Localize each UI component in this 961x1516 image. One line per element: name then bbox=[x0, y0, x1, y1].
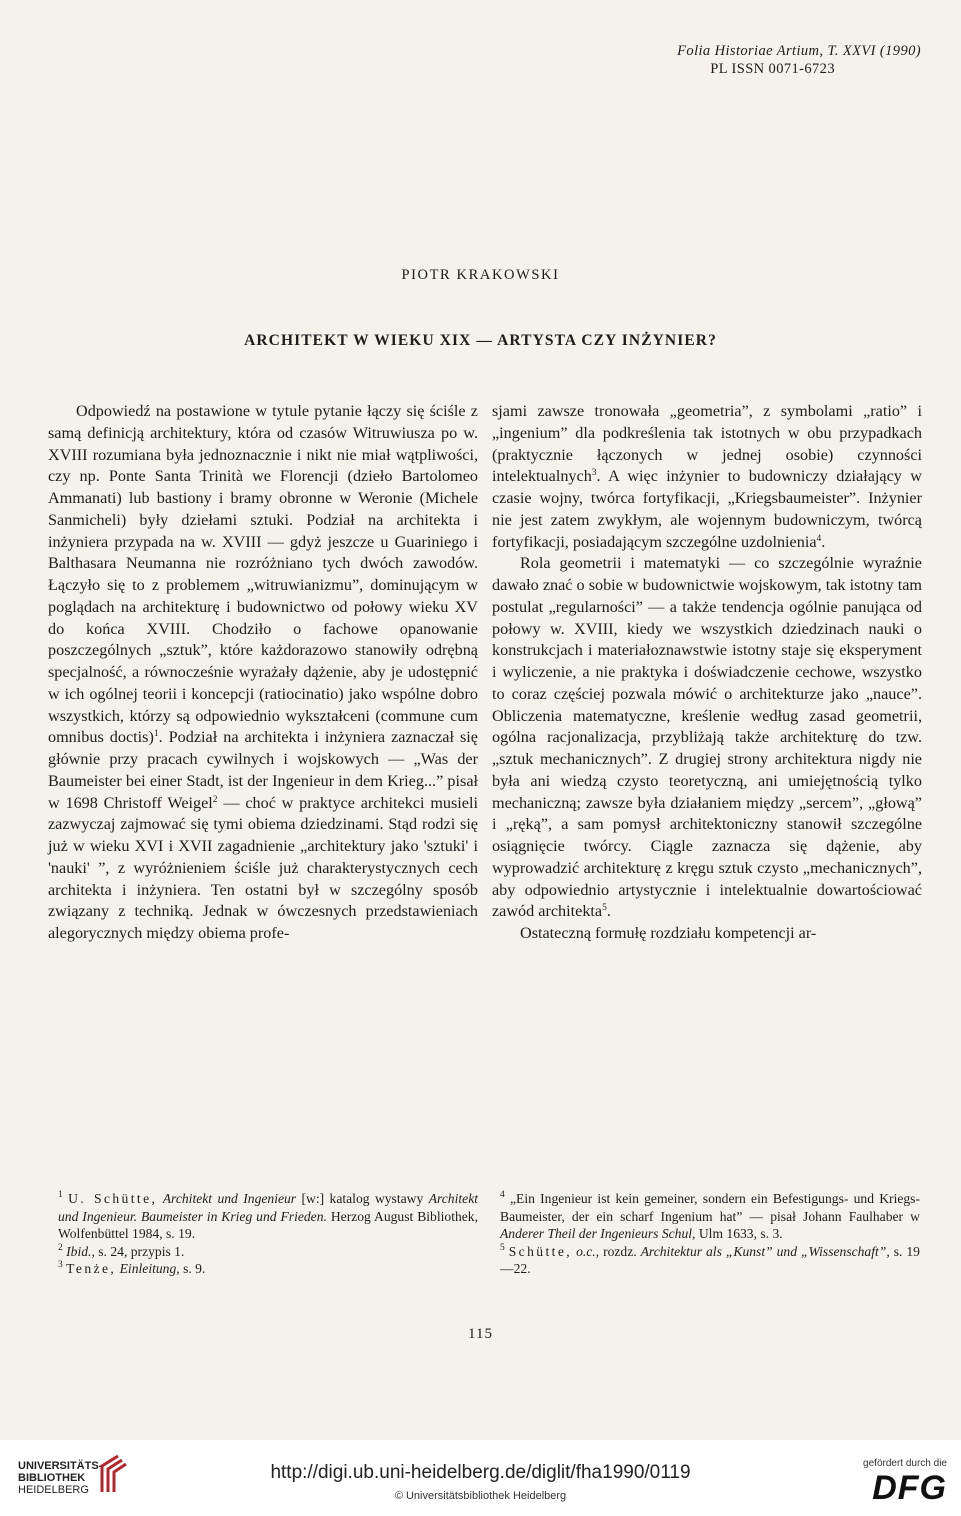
footnote-title: o.c., bbox=[576, 1243, 600, 1259]
footnote-author: U. Schütte, bbox=[68, 1191, 158, 1206]
text-run: . A więc inżynier to budowniczy działający w czasie wojny, twórca fortyfikacji, „Kriegsbaumeister”. Inżynier nie jest zatem zwykłym, ale wojennym budowniczym, twórcą fortyfikacji, posiadającym szczególne uzdolnienia bbox=[492, 467, 922, 551]
footnote-ref: 1 bbox=[153, 729, 159, 740]
page-number: 115 bbox=[468, 1326, 493, 1342]
text-run: . bbox=[821, 532, 826, 551]
footnote-text: rozdz. bbox=[603, 1243, 637, 1259]
text-run: Ostateczną formułę rozdziału kompetencji ar- bbox=[520, 924, 817, 942]
body-column-right bbox=[492, 401, 922, 945]
body-column-left bbox=[48, 401, 478, 945]
footnote-ref: 5 bbox=[602, 903, 607, 914]
footnote-title: Einleitung, bbox=[119, 1261, 180, 1277]
permalink-url[interactable]: http://digi.ub.uni-heidelberg.de/diglit/fha1990/0119 bbox=[270, 1462, 691, 1483]
paragraph bbox=[492, 401, 922, 553]
footnote-title: Architekt und Ingenieur bbox=[162, 1191, 297, 1206]
footnote-number: 3 bbox=[58, 1260, 63, 1271]
viewer-footer bbox=[0, 1440, 961, 1516]
text-run: sjami zawsze tronowała „geometria”, z symbolami „ratio” i „ingenium” dla podkreślenia tak istotnych w obu przypadkach (praktycznie łączonych w jednej osobie) czynności intelektualnych bbox=[492, 402, 922, 486]
text-run: . Podział na architekta i inżyniera zaznaczał się głównie przy pracach cywilnych i wojskowych — „Was der Baumeister bei einer Stadt, ist der Ingenieur in dem Krieg...” pisał w 1698 Christoff Weigel bbox=[48, 728, 478, 812]
footnote-ref: 4 bbox=[816, 533, 822, 544]
text-run: Rola geometrii i matematyki — co szczególnie wyraźnie dawało znać o sobie w budownictwie wojskowym, tak istotny tam postulat „regularności” — a także tendencja ogólnie panująca od połowy w. XVIII, kiedy we wszystkich dziedzinach nauki o konstrukcjach i materiałoznawstwie istotny staje się eksperyment i wyliczenie, a nie praktyka i doświadczenie cechowe, wszystko to coraz częściej pozwala mówić o architekturze jako „nauce”. Obliczenia matematyczne, kreślenie według zasad geometrii, ogólna racjonalizacja, przybliżają także architekturę do tzw. „sztuk mechanicznych”. Z drugiej strony architektura nigdy nie była ani wiedzą czysto teoretyczną, ani umiejętnością tylko mechaniczną; zawsze była działaniem między „sercem”, „głową” i „ręką”, a sam pomysł architektoniczny stanowił szczególne osiągnięcie twórcy. Ciągle zaznacza się dążenie, aby wyprowadzić architekturę z kręgu sztuk czysto „mechanicznych”, aby odpowiednio artystycznie i intelektualnie dowartościować zawód architekta bbox=[492, 554, 922, 921]
footnote-number: 1 bbox=[58, 1190, 63, 1200]
footnote-title: Anderer Theil der Ingenieurs Schul, bbox=[500, 1226, 696, 1242]
footnote-author: Schütte, bbox=[508, 1243, 573, 1259]
footnote-number: 4 bbox=[500, 1190, 505, 1200]
footnote-title: Ibid., bbox=[66, 1243, 95, 1259]
footnote bbox=[58, 1243, 478, 1261]
journal-issn: PL ISSN 0071-6723 bbox=[710, 61, 835, 77]
paragraph bbox=[492, 923, 922, 945]
footnote-title: Architektur als „Kunst” und „Wissenschaft”, bbox=[640, 1243, 890, 1259]
footnote bbox=[58, 1260, 478, 1278]
footnote-ref: 3 bbox=[591, 468, 597, 479]
footnote-text: „Ein Ingenieur ist kein gemeiner, sondern ein Befestigungs- und Kriegs-Baumeister, der ein scharf Ingenium hat” — pisał Johann Faulhaber w bbox=[500, 1191, 920, 1224]
footnote-text: Herzog August Bibliothek, Wolfenbüttel 1984, s. 19. bbox=[58, 1208, 479, 1242]
article-title: ARCHITEKT W WIEKU XIX — ARTYSTA CZY INŻYNIER? bbox=[244, 332, 717, 349]
library-line: UNIVERSITÄTS- bbox=[18, 1460, 103, 1472]
footnote-text: s. 24, przypis 1. bbox=[98, 1243, 185, 1259]
footnote-text: [w:] katalog wystawy bbox=[301, 1191, 424, 1206]
footnote bbox=[500, 1243, 920, 1278]
footnote-title: Architekt und Ingenieur. Baumeister in Krieg und Frieden. bbox=[58, 1191, 479, 1224]
footnote-author: Tenże, bbox=[66, 1261, 117, 1277]
text-run: . bbox=[606, 902, 611, 921]
text-run: Odpowiedź na postawione w tytule pytanie łączy się ściśle z samą definicją architektury, która od czasów Witruwiusza po w. XVIII rozumiana była jednoznacznie i nikt nie miał wątpliwości, czy np. Ponte Santa Trinità we Florencji (dzieło Bartolomeo Ammanati) lub bastiony i bramy obronne w Weronie (Michele Sanmicheli) były dziełami sztuki. Podział na architekta i inżyniera przypada na w. XVIII — gdyż jeszcze u Guariniego i Balthasara Neumanna nie rozróżniano tych dwóch zawodów. Łączyło się to z problemem „witruwianizmu”, dominującym w poglądach na architekturę i budownictwo od połowy wieku XV do końca XVIII. Chodziło o fachowe opanowanie poszczególnych „sztuk”, które każdorazowo stanowiły odrębną specjalność, a równocześnie wyrażały dążenie, aby je udostępnić w ich ogólnej teorii i koncepcji (ratiocinatio) jako wspólne dobro wszystkich, którzy są odpowiednio wykształceni (commune cum omnibus doctis) bbox=[48, 402, 478, 747]
library-line: HEIDELBERG bbox=[18, 1484, 89, 1496]
footnote bbox=[500, 1190, 920, 1243]
footnote-ref: 2 bbox=[212, 794, 218, 805]
footnotes-left bbox=[58, 1190, 478, 1278]
footnote-number: 2 bbox=[58, 1242, 63, 1253]
dfg-logo: DFG bbox=[872, 1469, 947, 1507]
library-line: BIBLIOTHEK bbox=[18, 1472, 86, 1484]
footnote-text: Ulm 1633, s. 3. bbox=[698, 1226, 783, 1242]
article-author: PIOTR KRAKOWSKI bbox=[401, 267, 560, 283]
paragraph bbox=[492, 553, 922, 923]
footnote bbox=[58, 1190, 478, 1243]
journal-header bbox=[677, 42, 921, 78]
paragraph bbox=[48, 401, 478, 945]
footnote-text: s. 19—22. bbox=[500, 1243, 920, 1277]
footnote-text: s. 9. bbox=[183, 1261, 206, 1277]
footnote-number: 5 bbox=[500, 1242, 505, 1253]
footnotes-right bbox=[500, 1190, 920, 1278]
text-run: — choć w praktyce architekci musieli zazwyczaj zajmować się tymi obiema dziedzinami. Stąd rodzi się już w wieku XVI i XVII zagadnienie „architektury jako 'sztuki' i 'nauki' ”, z wyróżnieniem ściśle już charakterystycznych cech architekta i inżyniera. Ten ostatni był w szczególny sposób związany z techniką. Jednak w ówczesnych przedstawieniach alegorycznych między obiema profe- bbox=[48, 793, 478, 942]
journal-citation: Folia Historiae Artium, T. XXVI (1990) bbox=[677, 43, 921, 59]
funding-label: gefördert durch die bbox=[863, 1458, 947, 1469]
copyright-notice: © Universitätsbibliothek Heidelberg bbox=[394, 1490, 567, 1502]
